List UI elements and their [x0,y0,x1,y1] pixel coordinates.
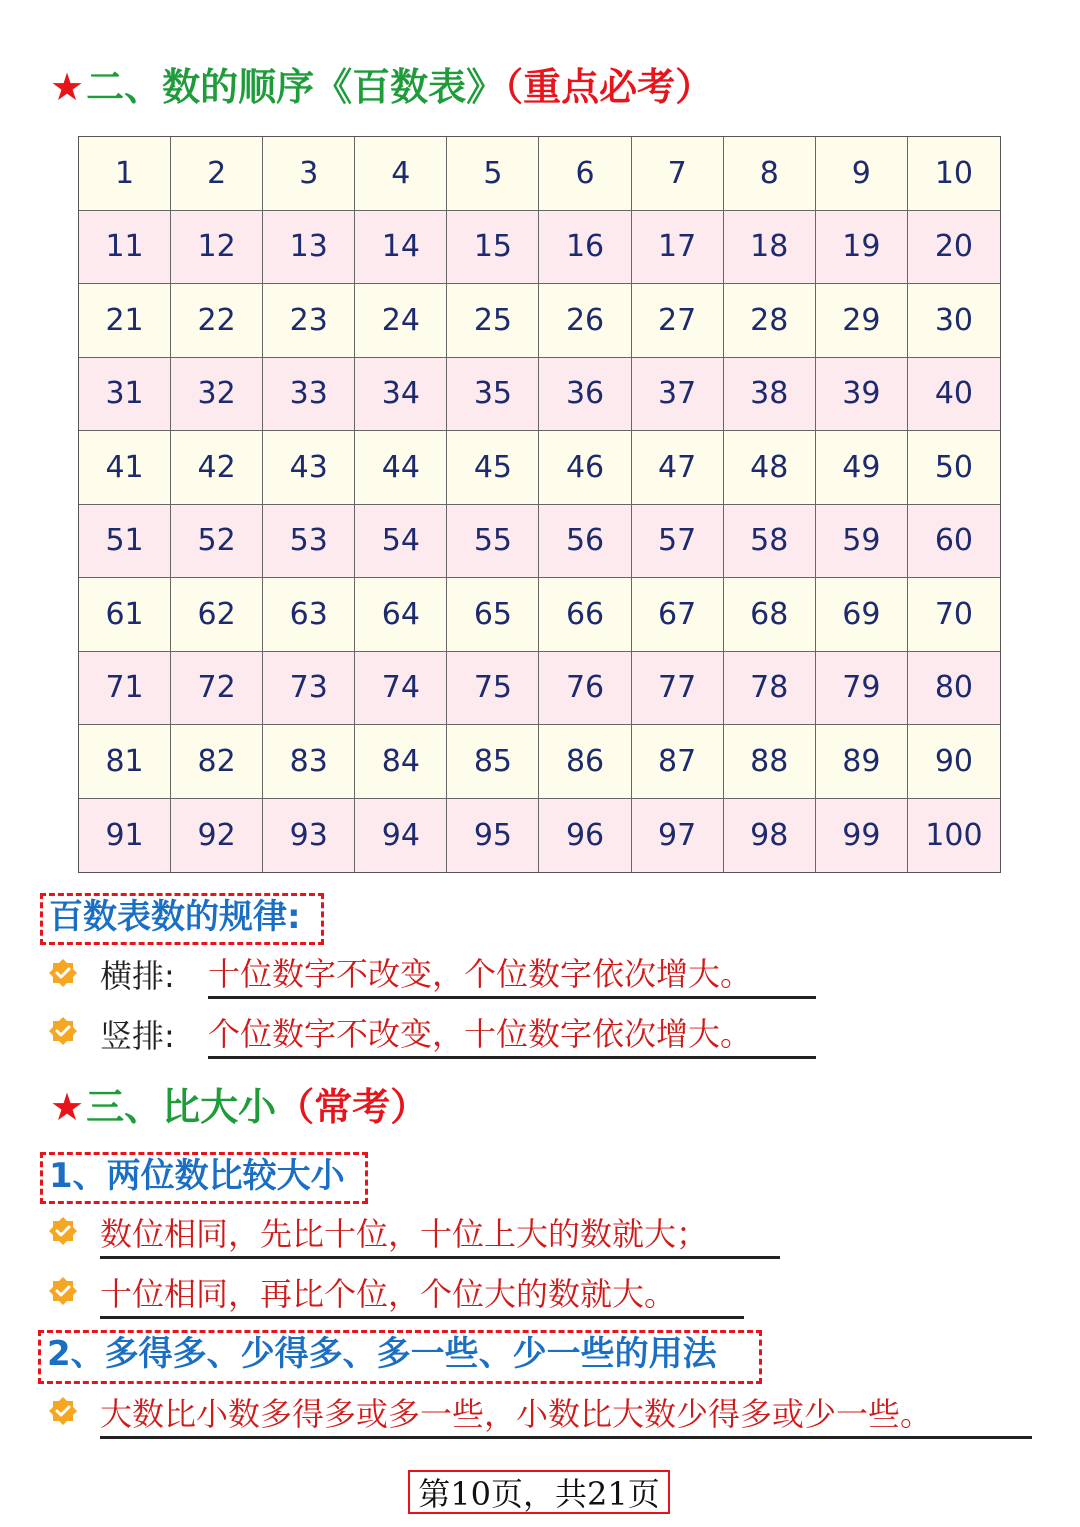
table-cell: 91 [79,799,171,873]
table-cell: 96 [539,799,631,873]
table-cell: 79 [816,652,908,726]
table-cell: 36 [539,358,631,432]
table-cell: 43 [263,431,355,505]
table-cell: 85 [447,725,539,799]
table-cell: 2 [171,137,263,211]
table-cell: 6 [539,137,631,211]
rules-heading: 百数表数的规律: [49,897,301,937]
table-cell: 45 [447,431,539,505]
table-cell: 60 [908,505,1000,579]
subsection1-box [40,1152,368,1204]
table-cell: 53 [263,505,355,579]
table-cell: 54 [355,505,447,579]
subsection1-item1: 数位相同，先比十位，十位上大的数就大； [100,1218,780,1259]
check-badge-icon [48,1276,78,1306]
subsection1-title: 1、两位数比较大小 [49,1156,345,1196]
table-cell: 35 [447,358,539,432]
table-cell: 17 [632,211,724,285]
table-cell: 75 [447,652,539,726]
table-cell: 80 [908,652,1000,726]
table-cell: 39 [816,358,908,432]
hundred-table [78,136,1001,873]
section3-title: 三、比大小 [86,1085,277,1129]
table-cell: 72 [171,652,263,726]
table-cell: 87 [632,725,724,799]
table-cell: 18 [724,211,816,285]
star-icon: ★ [50,1085,85,1129]
table-cell: 5 [447,137,539,211]
table-cell: 37 [632,358,724,432]
table-cell: 73 [263,652,355,726]
table-cell: 8 [724,137,816,211]
table-cell: 11 [79,211,171,285]
vertical-label: 竖排: [100,1017,175,1055]
table-cell: 62 [171,578,263,652]
table-cell: 10 [908,137,1000,211]
table-cell: 66 [539,578,631,652]
table-cell: 63 [263,578,355,652]
table-cell: 86 [539,725,631,799]
table-cell: 16 [539,211,631,285]
subsection2-item1: 大数比小数多得多或多一些，小数比大数少得多或少一些。 [100,1398,1032,1439]
table-cell: 71 [79,652,171,726]
table-cell: 21 [79,284,171,358]
check-badge-icon [48,1216,78,1246]
table-cell: 49 [816,431,908,505]
check-badge-icon [48,1396,78,1426]
section3-title-tag: （常考） [276,1085,429,1129]
table-cell: 65 [447,578,539,652]
table-cell: 93 [263,799,355,873]
table-cell: 40 [908,358,1000,432]
table-cell: 94 [355,799,447,873]
table-cell: 83 [263,725,355,799]
table-cell: 59 [816,505,908,579]
table-cell: 90 [908,725,1000,799]
table-cell: 88 [724,725,816,799]
table-cell: 7 [632,137,724,211]
rules-heading-box [40,893,324,945]
check-badge-icon [48,958,78,988]
table-cell: 30 [908,284,1000,358]
table-cell: 68 [724,578,816,652]
table-cell: 14 [355,211,447,285]
table-cell: 76 [539,652,631,726]
table-cell: 28 [724,284,816,358]
table-cell: 41 [79,431,171,505]
table-cell: 70 [908,578,1000,652]
table-cell: 4 [355,137,447,211]
table-cell: 13 [263,211,355,285]
subsection1-item2: 十位相同，再比个位，个位大的数就大。 [100,1278,744,1319]
table-cell: 27 [632,284,724,358]
table-cell: 81 [79,725,171,799]
table-cell: 1 [79,137,171,211]
table-cell: 20 [908,211,1000,285]
table-cell: 61 [79,578,171,652]
table-cell: 67 [632,578,724,652]
table-cell: 25 [447,284,539,358]
table-cell: 12 [171,211,263,285]
table-cell: 100 [908,799,1000,873]
table-cell: 77 [632,652,724,726]
table-cell: 57 [632,505,724,579]
table-cell: 95 [447,799,539,873]
table-cell: 26 [539,284,631,358]
horizontal-label: 横排: [100,957,175,995]
table-cell: 23 [263,284,355,358]
table-cell: 55 [447,505,539,579]
table-cell: 3 [263,137,355,211]
table-cell: 58 [724,505,816,579]
subsection2-title: 2、多得多、少得多、多一些、少一些的用法 [47,1334,717,1374]
subsection2-box [38,1330,762,1384]
table-cell: 89 [816,725,908,799]
page-number: 第10页，共21页 [408,1470,670,1514]
table-cell: 82 [171,725,263,799]
table-cell: 69 [816,578,908,652]
table-cell: 34 [355,358,447,432]
table-cell: 22 [171,284,263,358]
section3-heading [50,1085,429,1129]
section2-heading [50,65,714,109]
table-cell: 24 [355,284,447,358]
table-cell: 38 [724,358,816,432]
table-cell: 9 [816,137,908,211]
table-cell: 33 [263,358,355,432]
table-cell: 84 [355,725,447,799]
table-cell: 47 [632,431,724,505]
table-cell: 46 [539,431,631,505]
table-cell: 51 [79,505,171,579]
star-icon: ★ [50,65,85,109]
table-cell: 29 [816,284,908,358]
section2-title-tag: （重点必考） [504,65,714,109]
vertical-rule-text: 个位数字不改变，十位数字依次增大。 [208,1018,816,1059]
table-cell: 19 [816,211,908,285]
table-cell: 98 [724,799,816,873]
table-cell: 92 [171,799,263,873]
table-cell: 78 [724,652,816,726]
table-cell: 97 [632,799,724,873]
table-cell: 99 [816,799,908,873]
table-cell: 74 [355,652,447,726]
table-cell: 52 [171,505,263,579]
table-cell: 42 [171,431,263,505]
table-cell: 44 [355,431,447,505]
section2-title: 二、数的顺序《百数表》 [86,65,505,109]
table-cell: 32 [171,358,263,432]
table-cell: 15 [447,211,539,285]
table-cell: 31 [79,358,171,432]
table-cell: 48 [724,431,816,505]
table-cell: 50 [908,431,1000,505]
table-cell: 56 [539,505,631,579]
horizontal-rule-text: 十位数字不改变，个位数字依次增大。 [208,958,816,999]
check-badge-icon [48,1016,78,1046]
table-cell: 64 [355,578,447,652]
